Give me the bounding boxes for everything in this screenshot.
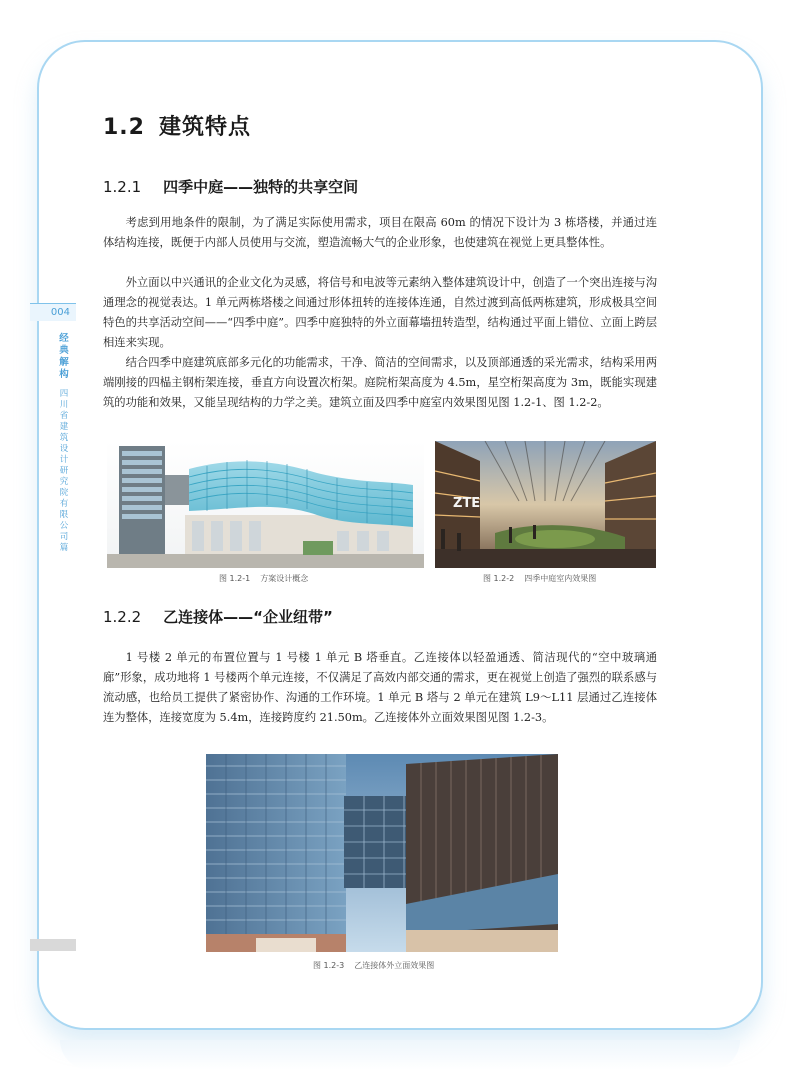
caption-figure-3 [313, 960, 434, 971]
subsection-heading-1 [103, 176, 358, 197]
caption-figure-1-text: 方案设计概念 [260, 574, 309, 583]
facade-rendering [206, 754, 558, 952]
caption-figure-2-text: 四季中庭室内效果图 [524, 574, 597, 583]
elevation-rendering [107, 441, 424, 568]
caption-figure-1-number: 图 1.2-1 [219, 574, 251, 583]
paragraph-1: 考虑到用地条件的限制，为了满足实际使用需求，项目在限高 60m 的情况下设计为 3 栋塔楼，并通过连体结构连接，既便于内部人员使用与交流，塑造流畅大气的企业形象，也使建筑在视觉上更具整体性。 [103, 216, 657, 249]
subsection-heading-2 [103, 606, 333, 627]
side-label [58, 333, 70, 554]
section-heading [103, 110, 251, 141]
caption-figure-2-number: 图 1.2-2 [483, 574, 515, 583]
section-number: 1.2 [103, 115, 145, 140]
page-number-tab: 004 [30, 303, 76, 321]
subsection-title-2: 乙连接体——“企业纽带” [163, 608, 333, 626]
side-label-series: 经典解构 [59, 333, 69, 380]
paragraph-4: 1 号楼 2 单元的布置位置与 1 号楼 1 单元 B 塔垂直。乙连接体以轻盈通透、简洁现代的“空中玻璃通廊”形象，成功地将 1 号楼两个单元连接，不仅满足了高效内部交通的需求，更在视觉上创造了强烈的联系感与流动感，也给员工提供了紧密协作、沟通的工作环境。1 单元 B 塔与 2 单元在建筑 L9～L11 层通过乙连接体连为整体，连接宽度为 5.4m，连接跨度约 21.50m。乙连接体外立面效果图见图 1.2-3。 [103, 651, 657, 724]
figure-scheme-concept [107, 441, 424, 568]
section-title: 建筑特点 [158, 115, 251, 140]
caption-figure-3-text: 乙连接体外立面效果图 [354, 961, 435, 970]
subsection-number-1: 1.2.1 [103, 178, 142, 196]
subsection-number-2: 1.2.2 [103, 608, 142, 626]
page-shadow [60, 1040, 740, 1070]
caption-figure-2 [483, 573, 596, 584]
zte-sign: ZTE [453, 496, 481, 511]
figure-atrium-interior [435, 441, 656, 568]
paragraph-3: 结合四季中庭建筑底部多元化的功能需求，干净、简洁的空间需求，以及顶部通透的采光需求，结构采用两端刚接的四榀主钢桁架连接，垂直方向设置次桁架。庭院桁架高度为 4.5m，星空桁架高度为 3m，既能实现建筑的功能和效果，又能呈现结构的力学之美。建筑立面及四季中庭室内效果图见图 1.2-1、图 1.2-2。 [103, 356, 657, 409]
subsection-title-1: 四季中庭——独特的共享空间 [163, 178, 359, 196]
gray-tab [30, 939, 76, 951]
caption-figure-1 [219, 573, 308, 584]
paragraph-2: 外立面以中兴通讯的企业文化为灵感，将信号和电波等元素纳入整体建筑设计中，创造了一个突出连接与沟通理念的视觉表达。1 单元两栋塔楼之间通过形体扭转的连接体连通，自然过渡到高低两栋建筑，形成极具空间特色的共享活动空间——“四季中庭”。四季中庭独特的外立面幕墙扭转造型，结构通过平面上错位、立面上跨层相连来实现。 [103, 276, 657, 349]
atrium-rendering [435, 441, 656, 568]
figure-connector-facade [206, 754, 558, 952]
side-label-institution: 四川省建筑设计研究院有限公司篇 [59, 389, 69, 553]
caption-figure-3-number: 图 1.2-3 [313, 961, 345, 970]
